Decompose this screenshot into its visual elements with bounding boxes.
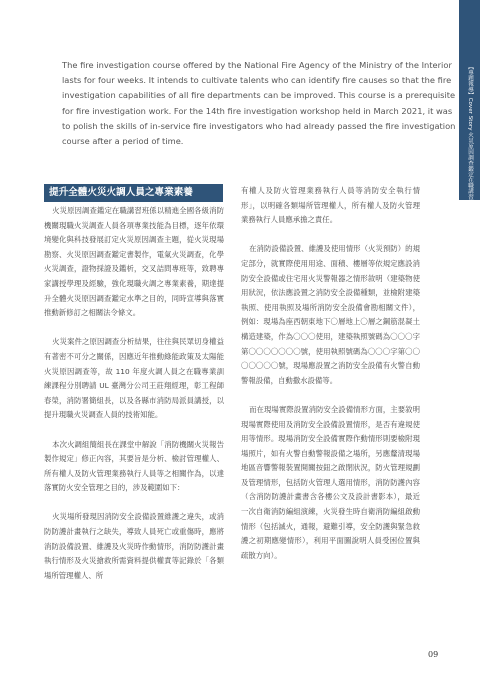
side-tab-label: 【專題報導】Cover Story 火災原因調查鑑定在職講習班 bbox=[467, 64, 473, 206]
paragraph: 而在現場實際設置消防安全設備情形方面，主要敘明現場實際使用及消防安全設備設置情形，是否有違規使用等情形。現場消防安全設備實際作動情形則要檢附現場照片，如有火警自動警報設備之場所，另應釐清現場地區音響警報裝置開關按鈕之啟閉狀況，防火管理規劃及管理情形，包括防火管理人選用情形，消防防護內容（含消防防護計畫書含各樓公文及設計書影本），最近一次自衛消防編組演練，火災發生時自衛消防編組啟動情形（包括滅火，通報，避難引導，安全防護與緊急救護之初期應變情形），利用平面圖說明人員受困位置與疏散方向）。 bbox=[241, 404, 420, 560]
paragraph: 火災原因調查鑑定在職講習班係以精進全國各級消防機關現職火災調查人員各項專業技能為目標，逐年依環境變化與科技發展訂定火災原因調查主題，從火災現場勘察、火災原因調查鑑定書製作，電氣火災調查，化學火災調查，證物採證及鑑析，交叉詰問專班等，致聘專家講授學理及經驗，強化現職火調之專業素養，期達提升全體火災原因調查鑑定水準之目的，同時宣導與落實推動新修訂之相關法令條文。 bbox=[44, 206, 224, 318]
page-number: 09 bbox=[428, 650, 439, 659]
english-summary: The fire investigation course offered by the National Fire Agency of the Ministry of the Interior lasts for four weeks. It intends to cultivate talents who can identify fire causes so that the fire investigation capabilities of all fire departments can be improved. This course is a prerequisite for fire investigation work. For the 14th fire investigation workshop held in March 2021, it was to polish the skills of in-service fire investigators who had already passed the fire investigation course after a period of time. bbox=[62, 60, 456, 147]
paragraph: 在消防設備設置、維護及使用情形（火災預防）的規定部分，就實際使用用途、面積、樓層等依規定應設消防安全設備或住宅用火災警報器之情形敘明（建築物使用狀況，依法應設置之消防安全設備種類，並檢附建築執照、使用執照及場所消防安全設備會勘相關文件），例如：現場為座西朝東地下〇層地上〇層之鋼筋混凝土構造建築，作為〇〇〇使用，建築執照號碼為〇〇〇字第〇〇〇〇〇〇〇號，使用執照號碼為〇〇〇字第〇〇〇〇〇〇〇號，現場應設置之消防安全設備有火警自動警報設備，自動撒水設備等。 bbox=[241, 244, 420, 385]
heading-rule bbox=[44, 201, 223, 202]
section-heading: 提升全體火災火調人員之專業素養 bbox=[44, 184, 223, 201]
paragraph: 有權人及防火管理業務執行人員等消防安全執行情形」，以明確各類場所管理權人，所有權人及防火管理業務執行人員應承擔之責任。 bbox=[241, 186, 420, 225]
right-column bbox=[241, 184, 420, 578]
paragraph: 火災場所發現因消防安全設備設置維護之違失，或消防防護計畫執行之缺失，導致人員死亡或重傷時，應將消防設備設置、維護及火災時作動情形，消防防護計畫執行情形及火災搶救所需資料提供權責等記錄於「各類場所管理權人、所 bbox=[44, 512, 224, 580]
paragraph: 火災案件之原因調查分析結果，往往與民眾切身權益有著密不可分之關係，因應近年推動綠能政策及太陽能火災原因調查等，故 110 年度火調人員之在職專業訓練課程分別聘請 UL 臺灣分公司王莊翔經理，彰工程師春榮，消防署簡組長，以及各縣市消防局派員講授，以提升現職火災調查人員的技術知能。 bbox=[44, 337, 224, 420]
left-column bbox=[44, 204, 224, 598]
paragraph: 本次火調組簡組長在課堂中解說「消防機關火災報告製作規定」修正內容，其要旨是分析、檢討管理權人、所有權人及防火管理業務執行人員等之相關作為，以達落實防火安全管理之目的，涉及範圍如下： bbox=[44, 439, 224, 493]
